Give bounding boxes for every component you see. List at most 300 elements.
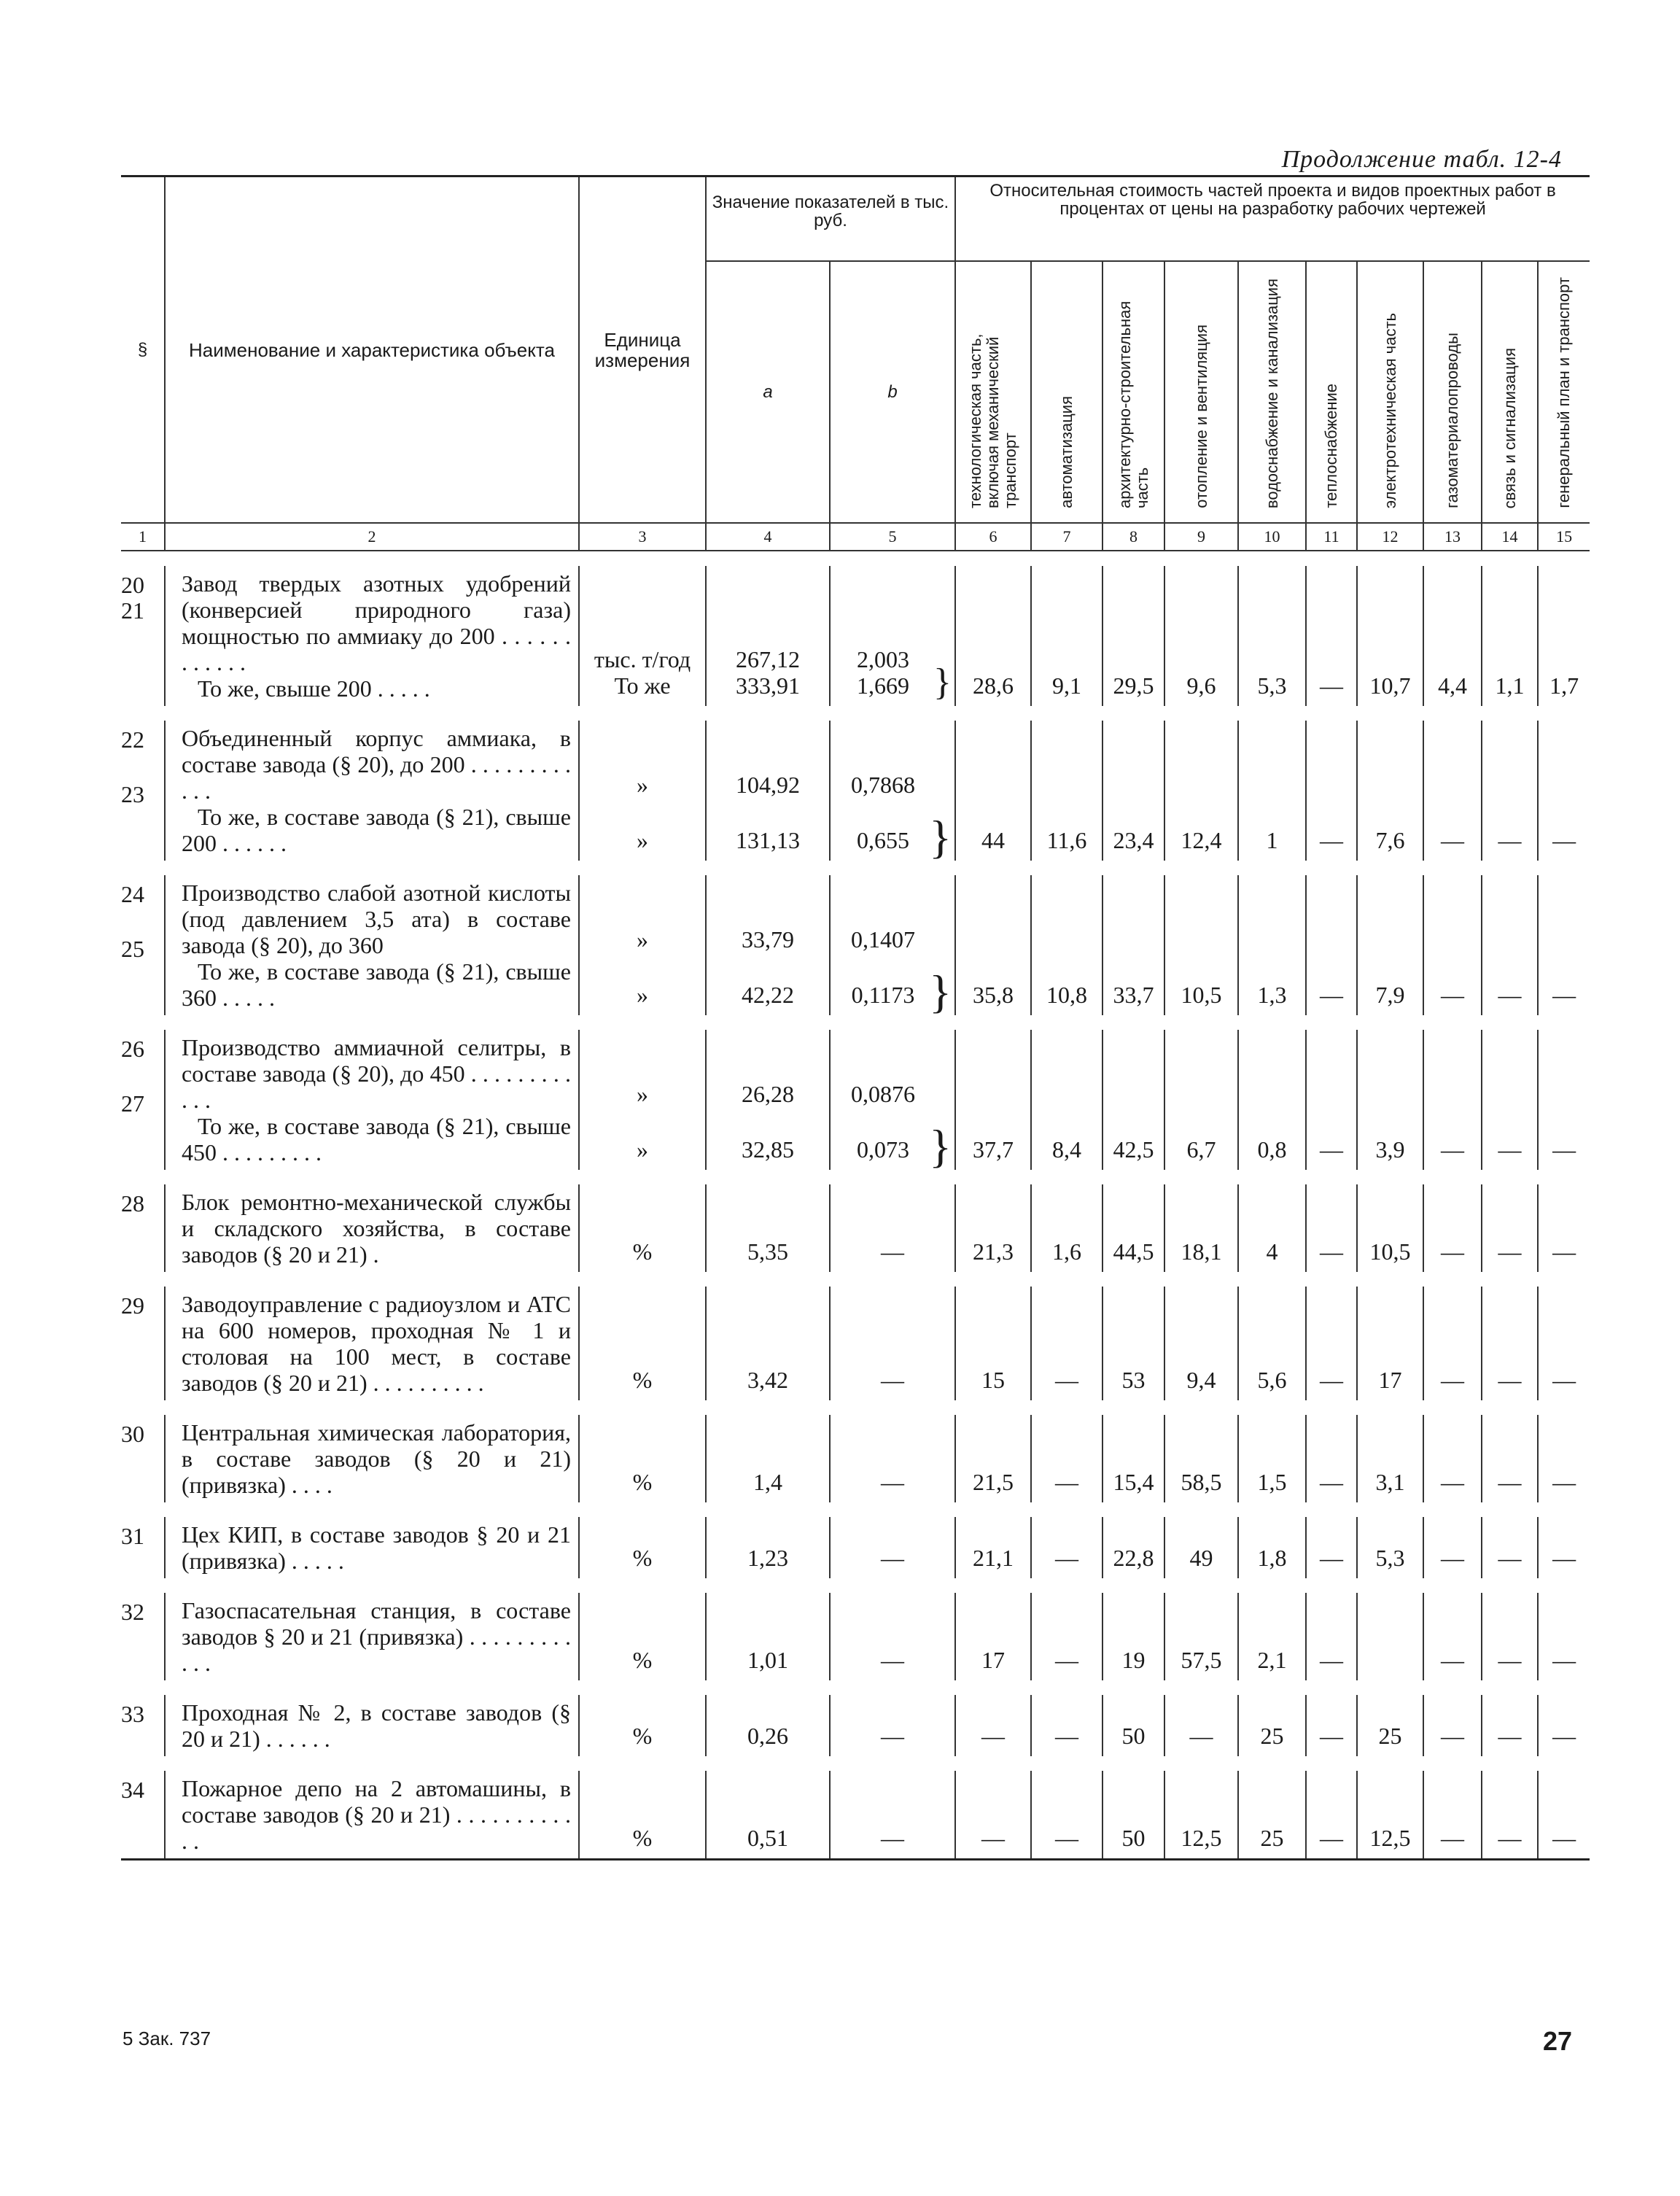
group-spacer (121, 861, 1590, 875)
value-a: 131,13 (736, 827, 800, 853)
part-value: 1,8 (1238, 1517, 1306, 1578)
value-cell-b (830, 1771, 955, 1860)
brace-mark: } (929, 1120, 952, 1170)
part-value: 5,3 (1238, 566, 1306, 706)
part-value: 15,4 (1102, 1415, 1164, 1502)
value-cell-b (830, 1287, 955, 1400)
object-name: Завод твердых азотных удобрений (конверсией природного газа) мощностью по аммиаку до 200 . . . . . . . . . . . . (182, 570, 571, 675)
header-part-label: технологическая часть, включая механический транспорт (966, 333, 1020, 508)
value-cell-a (706, 566, 830, 706)
part-value: 9,1 (1031, 566, 1102, 706)
section-number-cell (121, 1517, 165, 1578)
column-number: 2 (165, 523, 579, 551)
spacer-cell (121, 706, 1590, 721)
part-value: — (1482, 1030, 1538, 1170)
part-value: — (955, 1695, 1031, 1756)
column-number: 9 (1164, 523, 1238, 551)
part-value: 0,8 (1238, 1030, 1306, 1170)
part-value: 23,4 (1102, 721, 1164, 861)
value-units: % (632, 1469, 653, 1495)
table-header (121, 176, 1590, 551)
section-number: 28 (121, 1190, 144, 1217)
part-value: — (1423, 1517, 1482, 1578)
part-value: 22,8 (1102, 1517, 1164, 1578)
value-b: — (881, 1238, 904, 1265)
value-cell-a (706, 1517, 830, 1578)
part-value: 5,6 (1238, 1287, 1306, 1400)
part-value: 25 (1238, 1771, 1306, 1860)
spacer-cell (121, 1502, 1590, 1517)
value-cell-b (830, 1593, 955, 1680)
section-number: 32 (121, 1599, 144, 1625)
table-row (121, 875, 1590, 1015)
section-number: 20 (121, 572, 144, 598)
part-value: 4 (1238, 1184, 1306, 1272)
part-value: — (1538, 1771, 1590, 1860)
value-b: 2,003 (857, 646, 909, 672)
column-number: 1 (121, 523, 165, 551)
section-number-cell (121, 1593, 165, 1680)
object-name: Цех КИП, в составе заводов § 20 и 21 (привязка) . . . . . (182, 1521, 571, 1574)
section-number: 21 (121, 597, 144, 624)
part-value: 1,6 (1031, 1184, 1102, 1272)
header-part-9 (1482, 261, 1538, 523)
header-part-6 (1306, 261, 1357, 523)
header-part-label: электротехническая часть (1380, 312, 1399, 508)
part-value: — (1306, 566, 1357, 706)
table-row (121, 1771, 1590, 1860)
value-units: » (637, 926, 648, 952)
section-number: 30 (121, 1421, 144, 1447)
table-row (121, 1415, 1590, 1502)
object-name: Производство аммиачной селитры, в составе завода (§ 20), до 450 . . . . . . . . . . . . (182, 1034, 571, 1113)
part-value: 57,5 (1164, 1593, 1238, 1680)
part-value: 53 (1102, 1287, 1164, 1400)
part-value: — (1306, 721, 1357, 861)
part-value: 9,4 (1164, 1287, 1238, 1400)
object-name: Проходная № 2, в составе заводов (§ 20 и 21) . . . . . . (182, 1699, 571, 1752)
header-part-3 (1102, 261, 1164, 523)
part-value: 37,7 (955, 1030, 1031, 1170)
value-cell-units (579, 566, 706, 706)
part-value: — (1031, 1415, 1102, 1502)
object-name-cell (165, 1695, 579, 1756)
value-cell-units (579, 1415, 706, 1502)
value-cell-a (706, 1593, 830, 1680)
spacer-cell (121, 1400, 1590, 1415)
value-a: 104,92 (736, 772, 800, 798)
value-units: » (637, 982, 648, 1008)
header-part-4 (1164, 261, 1238, 523)
spacer-cell (121, 1680, 1590, 1695)
header-part-label: теплоснабжение (1322, 384, 1341, 508)
part-value: 9,6 (1164, 566, 1238, 706)
spacer-cell (121, 1015, 1590, 1030)
value-b: 0,073 (857, 1136, 909, 1163)
value-cell-a (706, 1030, 830, 1170)
object-name: То же, в составе завода (§ 21), свыше 450 . . . . . . . . . (182, 1113, 571, 1165)
group-spacer (121, 1680, 1590, 1695)
header-part-label: архитектурно-строительная часть (1115, 300, 1151, 508)
value-units: То же (614, 672, 671, 699)
table-row (121, 566, 1590, 706)
part-value: 17 (1357, 1287, 1423, 1400)
value-cell-a (706, 721, 830, 861)
part-value: 15 (955, 1287, 1031, 1400)
part-value: — (1423, 875, 1482, 1015)
value-a: 1,23 (747, 1545, 788, 1571)
table-row (121, 1030, 1590, 1170)
value-units: » (637, 772, 648, 798)
part-value: — (1482, 1695, 1538, 1756)
value-cell-a (706, 1287, 830, 1400)
part-value: — (1306, 1415, 1357, 1502)
object-name-cell (165, 721, 579, 861)
value-cell-units (579, 875, 706, 1015)
part-value: 44 (955, 721, 1031, 861)
value-cell-b (830, 1415, 955, 1502)
value-units: % (632, 1647, 653, 1673)
part-value: 7,6 (1357, 721, 1423, 861)
group-spacer (121, 1502, 1590, 1517)
group-spacer (121, 1756, 1590, 1771)
part-value: — (1538, 1593, 1590, 1680)
group-spacer (121, 1170, 1590, 1184)
value-cell-b (830, 1695, 955, 1756)
part-value: — (1423, 1771, 1482, 1860)
table-row (121, 1695, 1590, 1756)
value-b: 0,1173 (851, 982, 915, 1008)
part-value: 10,5 (1357, 1184, 1423, 1272)
table-caption: Продолжение табл. 12-4 (1281, 146, 1562, 173)
part-value: — (1164, 1695, 1238, 1756)
group-spacer (121, 1578, 1590, 1593)
part-value: 19 (1102, 1593, 1164, 1680)
value-b: — (881, 1545, 904, 1571)
table-row (121, 1517, 1590, 1578)
table-row (121, 1287, 1590, 1400)
value-units: % (632, 1238, 653, 1265)
value-cell-a (706, 1415, 830, 1502)
header-section-sign: § (137, 340, 148, 360)
value-cell-b (830, 1030, 955, 1170)
table-body (121, 551, 1590, 1860)
table-row (121, 721, 1590, 861)
part-value: 12,4 (1164, 721, 1238, 861)
header-part-label: газоматериалопроводы (1443, 333, 1462, 508)
part-value: — (1423, 1287, 1482, 1400)
value-b: — (881, 1825, 904, 1851)
column-numbers-row (121, 523, 1590, 551)
part-value: 21,5 (955, 1415, 1031, 1502)
section-number-cell (121, 1695, 165, 1756)
header-values-group: Значение показателей в тыс. руб. (706, 176, 955, 262)
part-value: — (1538, 1184, 1590, 1272)
object-name: Центральная химическая лаборатория, в составе заводов (§ 20 и 21) (привязка) . . . . (182, 1419, 571, 1498)
header-part-10 (1538, 261, 1590, 523)
header-object-name: Наименование и характеристика объекта (165, 176, 579, 524)
part-value: 49 (1164, 1517, 1238, 1578)
part-value: — (1423, 1030, 1482, 1170)
value-a: 33,79 (742, 926, 794, 952)
part-value (1357, 1593, 1423, 1680)
column-number: 8 (1102, 523, 1164, 551)
spacer-cell (121, 1272, 1590, 1287)
header-part-label: связь и сигнализация (1500, 347, 1519, 508)
value-b: — (881, 1647, 904, 1673)
part-value: 25 (1238, 1695, 1306, 1756)
spacer-cell (121, 1170, 1590, 1184)
value-cell-a (706, 1771, 830, 1860)
value-cell-b (830, 721, 955, 861)
part-value: — (1423, 1184, 1482, 1272)
value-b: 0,0876 (851, 1081, 915, 1107)
value-cell-b (830, 1517, 955, 1578)
part-value: 5,3 (1357, 1517, 1423, 1578)
part-value: — (1482, 875, 1538, 1015)
header-b: b (830, 261, 955, 523)
value-cell-units (579, 1517, 706, 1578)
section-number-cell (121, 1771, 165, 1860)
section-number-cell (121, 1030, 165, 1170)
column-number: 14 (1482, 523, 1538, 551)
object-name: То же, в составе завода (§ 21), свыше 360 . . . . . (182, 958, 571, 1011)
object-name: Объединенный корпус аммиака, в составе завода (§ 20), до 200 . . . . . . . . . . . . (182, 725, 571, 804)
part-value: — (1482, 1771, 1538, 1860)
value-a: 32,85 (742, 1136, 794, 1163)
object-name: Производство слабой азотной кислоты (под давлением 3,5 ата) в составе завода (§ 20), до 360 (182, 880, 571, 958)
header-part-8 (1423, 261, 1482, 523)
part-value: — (1538, 1287, 1590, 1400)
value-units: % (632, 1723, 653, 1749)
part-value: 21,1 (955, 1517, 1031, 1578)
value-units: » (637, 1081, 648, 1107)
value-cell-a (706, 875, 830, 1015)
value-units: » (637, 827, 648, 853)
part-value: 58,5 (1164, 1415, 1238, 1502)
group-spacer (121, 1400, 1590, 1415)
cost-table (121, 175, 1590, 1861)
header-relative-cost-group: Относительная стоимость частей проекта и видов проектных работ в процентах от цены на разработку рабочих чертежей (955, 176, 1590, 262)
value-cell-units (579, 1593, 706, 1680)
object-name-cell (165, 875, 579, 1015)
spacer-cell (121, 551, 1590, 566)
part-value: — (1482, 721, 1538, 861)
part-value: — (1306, 1517, 1357, 1578)
header-unit: Единица измерения (579, 176, 706, 524)
part-value: 33,7 (1102, 875, 1164, 1015)
part-value: 7,9 (1357, 875, 1423, 1015)
brace-mark: } (929, 966, 952, 1015)
part-value: — (1306, 1593, 1357, 1680)
value-cell-units (579, 1287, 706, 1400)
part-value: 1,5 (1238, 1415, 1306, 1502)
value-cell-units (579, 721, 706, 861)
section-number: 23 (121, 781, 144, 807)
part-value: 4,4 (1423, 566, 1482, 706)
part-value: 17 (955, 1593, 1031, 1680)
value-a: 5,35 (747, 1238, 788, 1265)
part-value: — (1538, 875, 1590, 1015)
column-number: 10 (1238, 523, 1306, 551)
section-number-cell (121, 566, 165, 706)
group-spacer (121, 1015, 1590, 1030)
object-name: Заводоуправление с радиоузлом и АТС на 600 номеров, проходная № 1 и столовая на 100 мест, в составе заводов (§ 20 и 21) . . . . . . . . . . (182, 1291, 571, 1396)
value-units: % (632, 1545, 653, 1571)
part-value: — (1538, 1517, 1590, 1578)
header-part-label: автоматизация (1057, 396, 1076, 508)
part-value: — (1423, 1695, 1482, 1756)
value-cell-a (706, 1695, 830, 1756)
value-cell-units (579, 1771, 706, 1860)
object-name: То же, свыше 200 . . . . . (198, 675, 430, 702)
object-name: Газоспасательная станция, в составе заводов § 20 и 21 (привязка) . . . . . . . . . . . . (182, 1597, 571, 1676)
value-b: — (881, 1469, 904, 1495)
value-b: 0,1407 (851, 926, 915, 952)
part-value: 2,1 (1238, 1593, 1306, 1680)
section-number-cell (121, 1415, 165, 1502)
section-number: 25 (121, 936, 144, 962)
part-value: 1,7 (1538, 566, 1590, 706)
value-cell-b (830, 566, 955, 706)
spacer-cell (121, 861, 1590, 875)
part-value: 1 (1238, 721, 1306, 861)
group-spacer (121, 706, 1590, 721)
part-value: — (1031, 1771, 1102, 1860)
part-value: 25 (1357, 1695, 1423, 1756)
value-units: тыс. т/год (594, 646, 691, 672)
value-cell-units (579, 1184, 706, 1272)
part-value: — (1482, 1184, 1538, 1272)
print-order-note: 5 Зак. 737 (122, 2028, 211, 2049)
spacer-cell (121, 1578, 1590, 1593)
table-row (121, 1184, 1590, 1272)
part-value: — (1538, 1415, 1590, 1502)
part-value: 10,7 (1357, 566, 1423, 706)
part-value: 50 (1102, 1771, 1164, 1860)
object-name-cell (165, 1184, 579, 1272)
column-number: 4 (706, 523, 830, 551)
value-b: 0,655 (857, 827, 909, 853)
value-cell-units (579, 1695, 706, 1756)
part-value: 3,9 (1357, 1030, 1423, 1170)
section-number-cell (121, 875, 165, 1015)
value-cell-a (706, 1184, 830, 1272)
part-value: 11,6 (1031, 721, 1102, 861)
part-value: — (1538, 721, 1590, 861)
value-units: » (637, 1136, 648, 1163)
part-value: — (955, 1771, 1031, 1860)
part-value: — (1306, 1287, 1357, 1400)
object-name-cell (165, 1415, 579, 1502)
part-value: 21,3 (955, 1184, 1031, 1272)
part-value: 18,1 (1164, 1184, 1238, 1272)
header-part-2 (1031, 261, 1102, 523)
value-a: 3,42 (747, 1367, 788, 1393)
column-number: 6 (955, 523, 1031, 551)
part-value: — (1423, 1593, 1482, 1680)
part-value: 42,5 (1102, 1030, 1164, 1170)
part-value: — (1031, 1593, 1102, 1680)
part-value: — (1306, 1771, 1357, 1860)
part-value: — (1306, 1184, 1357, 1272)
section-number-cell (121, 721, 165, 861)
spacer-cell (121, 1756, 1590, 1771)
part-value: 50 (1102, 1695, 1164, 1756)
section-number: 33 (121, 1701, 144, 1727)
group-spacer (121, 1272, 1590, 1287)
part-value: 35,8 (955, 875, 1031, 1015)
header-part-label: генеральный план и транспорт (1555, 277, 1574, 508)
part-value: — (1306, 875, 1357, 1015)
part-value: — (1423, 1415, 1482, 1502)
value-a: 42,22 (742, 982, 794, 1008)
value-cell-b (830, 875, 955, 1015)
column-number: 12 (1357, 523, 1423, 551)
value-cell-b (830, 1184, 955, 1272)
part-value: 12,5 (1164, 1771, 1238, 1860)
part-value: — (1482, 1415, 1538, 1502)
part-value: 29,5 (1102, 566, 1164, 706)
brace-mark: } (929, 811, 952, 861)
part-value: 10,5 (1164, 875, 1238, 1015)
column-number: 7 (1031, 523, 1102, 551)
object-name-cell (165, 1593, 579, 1680)
section-number: 24 (121, 881, 144, 907)
page-number: 27 (1543, 2026, 1573, 2056)
part-value: — (1423, 721, 1482, 861)
section-number: 31 (121, 1523, 144, 1549)
part-value: 44,5 (1102, 1184, 1164, 1272)
object-name: Блок ремонтно-механической службы и складского хозяйства, в составе заводов (§ 20 и 21) . (182, 1189, 571, 1268)
value-b: 1,669 (857, 672, 909, 699)
part-value: 8,4 (1031, 1030, 1102, 1170)
value-a: 26,28 (742, 1081, 794, 1107)
object-name: То же, в составе завода (§ 21), свыше 200 . . . . . . (182, 804, 571, 856)
group-spacer (121, 551, 1590, 566)
part-value: — (1482, 1517, 1538, 1578)
column-number: 11 (1306, 523, 1357, 551)
brace-mark: } (933, 661, 952, 703)
value-b: 0,7868 (851, 772, 915, 798)
header-part-label: водоснабжение и канализация (1262, 278, 1281, 508)
value-a: 333,91 (736, 672, 800, 699)
header-a: a (706, 261, 830, 523)
value-units: % (632, 1825, 653, 1851)
part-value: — (1306, 1695, 1357, 1756)
value-a: 0,51 (747, 1825, 788, 1851)
part-value: 1,1 (1482, 566, 1538, 706)
part-value: 3,1 (1357, 1415, 1423, 1502)
header-part-7 (1357, 261, 1423, 523)
header-part-1 (955, 261, 1031, 523)
value-a: 1,01 (747, 1647, 788, 1673)
object-name-cell (165, 1771, 579, 1860)
section-number: 29 (121, 1292, 144, 1319)
value-units: % (632, 1367, 653, 1393)
object-name-cell (165, 1517, 579, 1578)
part-value: 28,6 (955, 566, 1031, 706)
section-number: 22 (121, 726, 144, 753)
part-value: — (1538, 1695, 1590, 1756)
part-value: — (1482, 1287, 1538, 1400)
part-value: — (1031, 1695, 1102, 1756)
section-number-cell (121, 1287, 165, 1400)
value-a: 267,12 (736, 646, 800, 672)
table-row (121, 1593, 1590, 1680)
column-number: 15 (1538, 523, 1590, 551)
part-value: 12,5 (1357, 1771, 1423, 1860)
